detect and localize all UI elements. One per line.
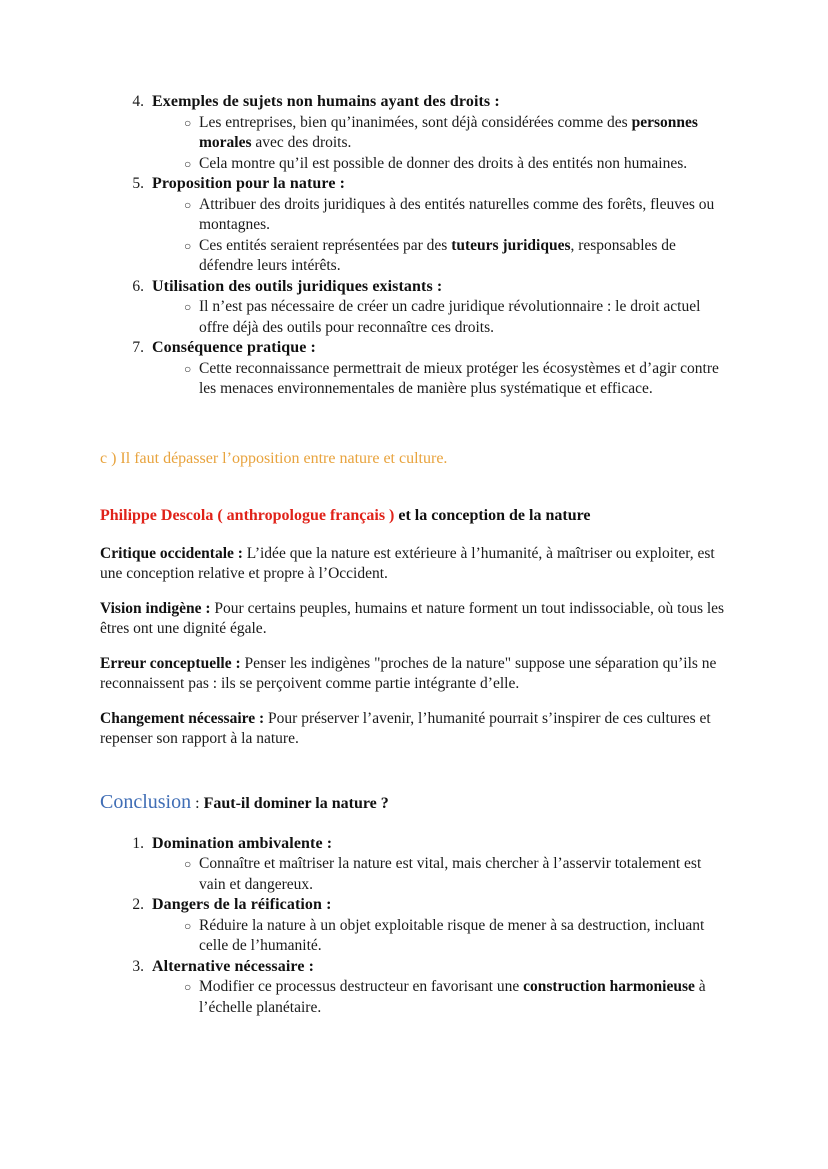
plain-text: avec des droits. <box>251 134 352 151</box>
sub-bullet-list <box>152 359 728 400</box>
emphasis-text: tuteurs juridiques <box>451 236 571 254</box>
circle-bullet-icon: ○ <box>184 156 192 171</box>
body-paragraph <box>100 709 728 750</box>
body-paragraph <box>100 544 728 585</box>
conclusion-colon: : <box>191 794 204 812</box>
paragraph-body-text: Pour certains peuples, humains et nature forment un tout indissociable, où tous les êtres ont une dignité égale. <box>100 599 725 637</box>
descola-heading <box>100 505 728 526</box>
sub-bullet-item <box>152 977 728 1018</box>
sub-bullet-text <box>199 298 700 336</box>
sub-bullet-list <box>152 113 728 175</box>
sub-bullet-text <box>199 196 714 234</box>
plain-text: Il n’est pas nécessaire de créer un cadre juridique révolutionnaire : le droit actuel offre déjà des outils pour reconnaître ces droits. <box>199 298 701 336</box>
sub-bullet-list <box>152 297 728 338</box>
circle-bullet-icon: ○ <box>184 115 192 130</box>
emphasis-text: construction harmonieuse <box>523 978 695 995</box>
paragraph-lead-label: Vision indigène : <box>100 599 211 617</box>
plain-text: Ces entités seraient représentées par des <box>199 236 452 254</box>
list-number-marker: 3. <box>132 957 144 975</box>
sub-bullet-text <box>199 114 698 152</box>
conclusion-question: Faut-il dominer la nature ? <box>203 794 389 812</box>
list-number-marker: 5. <box>132 175 144 192</box>
plain-text: Attribuer des droits juridiques à des entités naturelles comme des forêts, fleuves ou montagnes. <box>199 195 715 233</box>
sub-bullet-list <box>152 916 728 957</box>
descola-paragraphs <box>100 544 728 750</box>
circle-bullet-icon: ○ <box>184 361 192 376</box>
paragraph-lead-label: Critique occidentale : <box>100 544 243 562</box>
sub-bullet-item <box>152 236 728 277</box>
list-item-heading: Conséquence pratique : <box>152 339 316 356</box>
circle-bullet-icon: ○ <box>184 918 192 933</box>
list-item-heading: Proposition pour la nature : <box>152 175 346 192</box>
sub-bullet-item <box>152 195 728 236</box>
list-item-heading: Exemples de sujets non humains ayant des droits : <box>152 93 500 110</box>
paragraph-body-text: Pour préserver l’avenir, l’humanité pourrait s’inspirer de ces cultures et repenser son rapport à la nature. <box>100 709 711 747</box>
body-paragraph <box>100 599 728 640</box>
plain-text: Cette reconnaissance permettrait de mieux protéger les écosystèmes et d’agir contre les menaces environnementales de manière plus systématique et efficace. <box>199 359 719 397</box>
paragraph-lead-label: Erreur conceptuelle : <box>100 654 241 672</box>
sub-bullet-list <box>152 854 728 895</box>
sub-bullet-text <box>199 978 706 1016</box>
sub-bullet-list <box>152 977 728 1018</box>
paragraph-lead-label: Changement nécessaire : <box>100 709 265 727</box>
sub-bullet-text <box>199 237 676 275</box>
descola-heading-black: et la conception de la nature <box>394 506 591 524</box>
plain-text: Connaître et maîtriser la nature est vital, mais chercher à l’asservir totalement est vain et dangereux. <box>199 855 702 893</box>
plain-text: Réduire la nature à un objet exploitable risque de mener à sa destruction, incluant celle de l’humanité. <box>199 916 705 954</box>
sub-bullet-item <box>152 854 728 895</box>
plain-text: Cela montre qu’il est possible de donner des droits à des entités non humaines. <box>199 154 688 172</box>
plain-text: Modifier ce processus destructeur en favorisant une <box>199 978 524 995</box>
circle-bullet-icon: ○ <box>184 197 192 212</box>
document-content <box>100 92 728 1018</box>
sub-bullet-item <box>152 113 728 154</box>
sub-bullet-item <box>152 297 728 338</box>
plain-text: Les entreprises, bien qu’inanimées, sont déjà considérées comme des <box>199 113 632 131</box>
list-item-heading: Dangers de la réification : <box>152 896 332 913</box>
paragraph-body-text: Penser les indigènes "proches de la nature" suppose une séparation qu’ils ne reconnaissent pas : ils se perçoivent comme partie intégrante d’elle. <box>100 654 717 692</box>
numbered-list-item <box>100 338 728 400</box>
plain-text: à l’échelle planétaire. <box>199 978 706 1016</box>
paragraph-body-text: L’idée que la nature est extérieure à l’humanité, à maîtriser ou exploiter, est une conception relative et propre à l’Occident. <box>100 544 715 582</box>
sub-bullet-text <box>199 155 687 172</box>
numbered-list-item <box>100 174 728 277</box>
sub-bullet-item <box>152 916 728 957</box>
numbered-list-item <box>100 277 728 339</box>
list-item-heading: Utilisation des outils juridiques existants : <box>152 277 443 295</box>
paragraph-spacer <box>100 585 728 599</box>
sub-bullet-text <box>199 855 701 893</box>
sub-bullet-item <box>152 359 728 400</box>
list-item-heading: Alternative nécessaire : <box>152 957 315 975</box>
list-number-marker: 2. <box>132 896 144 913</box>
numbered-list-item <box>100 834 728 896</box>
conclusion-heading <box>100 790 728 816</box>
numbered-list-item <box>100 957 728 1019</box>
list-item-heading: Domination ambivalente : <box>152 834 333 852</box>
circle-bullet-icon: ○ <box>184 238 192 253</box>
list-number-marker: 7. <box>132 339 144 356</box>
numbered-list-item <box>100 92 728 174</box>
sub-bullet-item <box>152 154 728 175</box>
paragraph-spacer <box>100 695 728 709</box>
numbered-list-item <box>100 895 728 957</box>
paragraph-spacer <box>100 640 728 654</box>
list-number-marker: 6. <box>132 277 144 295</box>
numbered-list-conclusion <box>100 834 728 1019</box>
circle-bullet-icon: ○ <box>184 857 192 871</box>
sub-bullet-text <box>199 917 704 955</box>
circle-bullet-icon: ○ <box>184 980 192 994</box>
sub-bullet-text <box>199 360 719 398</box>
descola-heading-red: Philippe Descola ( anthropologue français ) <box>100 506 395 524</box>
emphasis-text: personnes morales <box>199 113 698 151</box>
plain-text: , responsables de défendre leurs intérêts. <box>199 236 676 274</box>
conclusion-label: Conclusion <box>100 790 192 813</box>
body-paragraph <box>100 654 728 695</box>
list-number-marker: 1. <box>132 834 144 852</box>
numbered-list-top <box>100 92 728 400</box>
section-c-heading: c ) Il faut dépasser l’opposition entre nature et culture. <box>100 449 448 467</box>
sub-bullet-list <box>152 195 728 277</box>
circle-bullet-icon: ○ <box>184 300 192 314</box>
list-number-marker: 4. <box>132 93 144 110</box>
